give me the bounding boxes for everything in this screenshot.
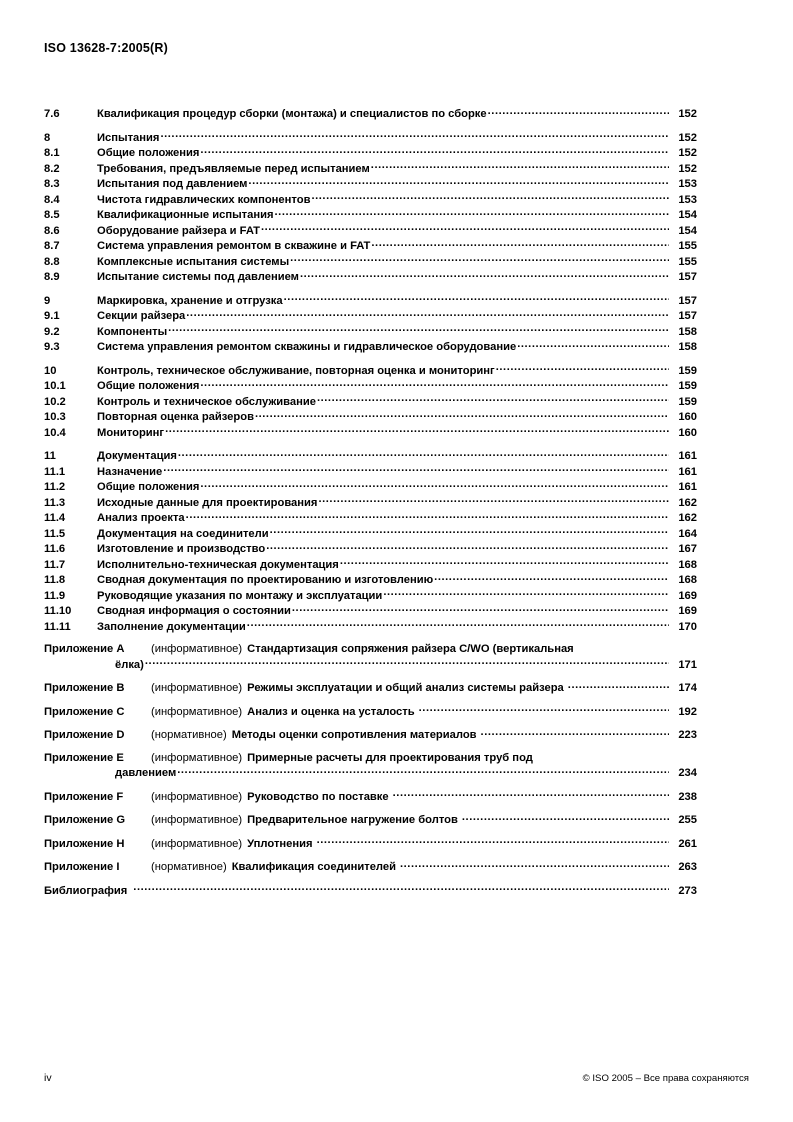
footer-copyright: © ISO 2005 – Все права сохраняются (582, 1073, 749, 1084)
toc-entry-title: Анализ проекта (97, 512, 185, 524)
toc-annex-entry[interactable] (44, 812, 697, 828)
toc-annex-page: 223 (678, 729, 697, 741)
toc-leader-dots (165, 425, 669, 436)
toc-leader-dots (186, 308, 669, 319)
toc-entry[interactable] (44, 161, 697, 177)
toc-entry-title: Назначение (97, 465, 163, 478)
toc-entry[interactable] (44, 394, 697, 410)
toc-entry[interactable] (44, 409, 697, 425)
toc-entry-title: Повторная оценка райзеров (97, 411, 254, 423)
toc-annex-entry-continuation[interactable] (44, 657, 697, 673)
toc-entry-title: Комплексные испытания системы (97, 255, 290, 268)
toc-annex-title: Примерные расчеты для проектирования труб под (247, 751, 533, 764)
toc-entry-page: 152 (678, 162, 697, 175)
toc-entry-title: Общие положения (97, 147, 200, 159)
toc-entry[interactable] (44, 588, 697, 604)
toc-leader-dots (261, 223, 669, 234)
toc-annex-kind: (нормативное) (151, 729, 227, 741)
toc-entry-title: Испытания под давлением (97, 178, 248, 190)
toc-entry-number: 8.3 (44, 178, 60, 190)
toc-annex-page: 263 (678, 861, 697, 873)
toc-annex-kind: (нормативное) (151, 861, 227, 873)
toc-entry-title: Чистота гидравлических компонентов (97, 193, 311, 206)
toc-entry-page: 169 (678, 589, 697, 602)
toc-annex-title: Режимы эксплуатации и общий анализ системы райзера (247, 682, 564, 694)
toc-entry[interactable] (44, 130, 697, 146)
toc-entry[interactable] (44, 192, 697, 208)
toc-entry[interactable] (44, 223, 697, 239)
toc-leader-dots (275, 207, 669, 218)
toc-annex-page: 238 (678, 790, 697, 803)
toc-entry[interactable] (44, 541, 697, 557)
toc-entry[interactable] (44, 106, 697, 122)
toc-annex-entry[interactable] (44, 859, 697, 875)
toc-entry-title: Общие положения (97, 481, 200, 493)
toc-entry-number: 11.6 (44, 543, 66, 555)
toc-entry-title: Квалификация процедур сборки (монтажа) и специалистов по сборке (97, 108, 487, 120)
toc-leader-dots (163, 464, 669, 475)
toc-entry[interactable] (44, 238, 697, 254)
toc-entry-number: 9.2 (44, 325, 60, 338)
toc-entry[interactable] (44, 339, 697, 355)
toc-entry-title: Контроль, техническое обслуживание, повторная оценка и мониторинг (97, 364, 495, 377)
toc-entry-title: Требования, предъявляемые перед испытанием (97, 162, 370, 175)
toc-entry-title: Испытание системы под давлением (97, 271, 299, 283)
toc-leader-dots (488, 106, 669, 117)
toc-annex-entry-continuation[interactable] (44, 765, 697, 781)
toc-leader-dots (371, 161, 669, 172)
toc-entry[interactable] (44, 479, 697, 495)
toc-entry-number: 8.5 (44, 209, 60, 221)
toc-entry-number: 11.8 (44, 574, 66, 586)
toc-annex-page: 174 (678, 682, 697, 694)
toc-entry-number: 10.3 (44, 411, 66, 423)
toc-entry[interactable] (44, 378, 697, 394)
toc-entry[interactable] (44, 269, 697, 285)
toc-annex-name: Приложение E (44, 751, 124, 764)
toc-leader-dots (317, 394, 669, 405)
toc-entry-title: Сводная информация о состоянии (97, 605, 291, 617)
toc-leader-dots (400, 859, 669, 870)
toc-annex-title: Предварительное нагружение болтов (247, 814, 458, 826)
toc-entry[interactable] (44, 464, 697, 480)
toc-leader-dots (177, 765, 669, 776)
toc-entry-page: 159 (678, 364, 697, 377)
toc-annex-title: Руководство по поставке (247, 790, 389, 803)
toc-entry-number: 11.3 (44, 496, 66, 509)
toc-entry-page: 161 (678, 465, 697, 478)
toc-entry-number: 11.9 (44, 589, 66, 602)
toc-entry-number: 8.4 (44, 193, 60, 206)
toc-leader-dots (133, 883, 669, 894)
toc-annex-page: 171 (678, 658, 697, 671)
toc-entry-page: 168 (678, 558, 697, 571)
toc-leader-dots (200, 378, 669, 389)
toc-entry-number: 9.1 (44, 310, 60, 322)
toc-annex-kind: (информативное) (151, 705, 243, 718)
page-footer (44, 1072, 749, 1084)
toc-leader-dots (393, 789, 669, 800)
toc-leader-dots (145, 657, 669, 668)
toc-clause-list (44, 106, 697, 634)
toc-entry[interactable] (44, 510, 697, 526)
toc-entry-title: Система управления ремонтом скважины и гидравлическое оборудование (97, 341, 517, 353)
toc-entry-title: Оборудование райзера и FAT (97, 224, 260, 237)
toc-leader-dots (266, 541, 669, 552)
toc-leader-dots (311, 192, 669, 203)
toc-leader-dots (248, 176, 669, 187)
toc-entry[interactable] (44, 293, 697, 309)
toc-bibliography-page: 273 (678, 884, 697, 897)
toc-entry-title: Руководящие указания по монтажу и эксплуатации (97, 589, 383, 602)
toc-bibliography-entry[interactable] (44, 883, 697, 899)
toc-annex-entry[interactable] (44, 751, 697, 766)
toc-entry-title: Сводная документация по проектированию и изготовлению (97, 574, 434, 586)
toc-entry-number: 11.7 (44, 558, 66, 571)
toc-annex-kind: (информативное) (151, 682, 243, 694)
toc-entry-page: 157 (678, 294, 697, 307)
toc-entry-number: 8.6 (44, 224, 60, 237)
toc-entry-title: Заполнение документации (97, 620, 246, 633)
toc-leader-dots (255, 409, 669, 420)
toc-entry-page: 158 (678, 325, 697, 338)
toc-entry-number: 10.2 (44, 395, 66, 408)
toc-leader-dots (317, 836, 669, 847)
toc-leader-dots (300, 269, 669, 280)
toc-entry-number: 8.7 (44, 240, 60, 252)
toc-leader-dots (284, 293, 669, 304)
toc-entry-number: 11.4 (44, 512, 66, 524)
table-of-contents (44, 106, 697, 898)
toc-entry-page: 153 (678, 193, 697, 206)
toc-entry-number: 9.3 (44, 341, 60, 353)
toc-leader-dots (496, 363, 669, 374)
toc-entry-number: 9 (44, 294, 51, 307)
toc-entry-page: 158 (678, 341, 697, 353)
document-standard-id: ISO 13628-7:2005(R) (44, 41, 169, 55)
toc-annex-entry[interactable] (44, 836, 697, 852)
toc-entry-title: Документация (97, 450, 177, 462)
toc-entry-title: Компоненты (97, 325, 168, 338)
toc-entry-number: 8.1 (44, 147, 60, 159)
toc-leader-dots (168, 324, 669, 335)
toc-annex-page: 261 (678, 837, 697, 850)
toc-entry-page: 154 (678, 209, 697, 221)
toc-entry-number: 11 (44, 450, 56, 462)
toc-entry-number: 7.6 (44, 108, 60, 120)
toc-leader-dots (186, 510, 669, 521)
toc-entry-number: 8 (44, 131, 51, 144)
toc-annex-entry[interactable] (44, 789, 697, 805)
toc-annex-title: Квалификация соединителей (231, 861, 396, 873)
toc-entry[interactable] (44, 572, 697, 588)
toc-leader-dots (419, 704, 669, 715)
toc-entry[interactable] (44, 254, 697, 270)
toc-annex-name: Приложение F (44, 790, 124, 803)
toc-annex-title: Методы оценки сопротивления материалов (231, 729, 477, 741)
toc-entry[interactable] (44, 603, 697, 619)
toc-annex-list (44, 642, 697, 875)
toc-entry-page: 170 (678, 620, 697, 633)
toc-annex-page: 255 (678, 814, 697, 826)
toc-entry-page: 162 (678, 512, 697, 524)
toc-entry-title: Маркировка, хранение и отгрузка (97, 294, 283, 307)
toc-leader-dots (292, 603, 669, 614)
toc-entry[interactable] (44, 145, 697, 161)
toc-leader-dots (568, 680, 669, 691)
toc-entry-number: 10.4 (44, 426, 66, 439)
toc-entry-page: 159 (678, 380, 697, 392)
toc-annex-title: Уплотнения (247, 837, 313, 850)
toc-entry-page: 160 (678, 426, 697, 439)
toc-entry-page: 157 (678, 310, 697, 322)
toc-bibliography-label: Библиография (44, 884, 128, 897)
toc-annex-entry[interactable] (44, 727, 697, 743)
toc-entry-number: 10.1 (44, 380, 66, 392)
toc-entry-number: 8.8 (44, 255, 60, 268)
toc-leader-dots (247, 619, 669, 630)
toc-annex-entry[interactable] (44, 704, 697, 720)
toc-annex-kind: (информативное) (151, 643, 243, 655)
toc-entry-number: 10 (44, 364, 57, 377)
toc-entry-page: 154 (678, 224, 697, 237)
toc-annex-page: 234 (678, 767, 697, 779)
toc-annex-entry[interactable] (44, 680, 697, 696)
toc-annex-name: Приложение I (44, 861, 120, 873)
toc-entry-page: 155 (678, 240, 697, 252)
toc-entry-title: Секции райзера (97, 310, 186, 322)
toc-entry[interactable] (44, 619, 697, 635)
toc-annex-name: Приложение B (44, 682, 125, 694)
toc-entry-page: 164 (678, 527, 697, 540)
toc-annex-title: Анализ и оценка на усталость (247, 705, 415, 718)
toc-entry-title: Мониторинг (97, 426, 165, 439)
toc-entry[interactable] (44, 363, 697, 379)
toc-entry-title: Общие положения (97, 380, 200, 392)
toc-entry-title: Квалификационные испытания (97, 209, 274, 221)
toc-entry[interactable] (44, 207, 697, 223)
toc-entry-title: Контроль и техническое обслуживание (97, 395, 316, 408)
toc-entry-page: 152 (678, 131, 697, 144)
toc-entry-page: 161 (678, 481, 697, 493)
toc-leader-dots (178, 448, 669, 459)
toc-entry-title: Исходные данные для проектирования (97, 496, 318, 509)
toc-annex-kind: (информативное) (151, 751, 243, 764)
toc-entry[interactable] (44, 526, 697, 542)
toc-entry[interactable] (44, 557, 697, 573)
toc-entry-title: Система управления ремонтом в скважине и FAT (97, 240, 371, 252)
toc-leader-dots (160, 130, 669, 141)
toc-leader-dots (462, 812, 669, 823)
footer-page-number: iv (44, 1072, 52, 1084)
toc-leader-dots (517, 339, 669, 350)
toc-entry-page: 152 (678, 147, 697, 159)
toc-entry[interactable] (44, 425, 697, 441)
toc-entry-page: 153 (678, 178, 697, 190)
toc-annex-kind: (информативное) (151, 814, 243, 826)
toc-entry-title: Изготовление и производство (97, 543, 266, 555)
toc-annex-name: Приложение C (44, 705, 125, 718)
toc-entry[interactable] (44, 448, 697, 464)
toc-entry-number: 8.2 (44, 162, 60, 175)
toc-entry-title: Испытания (97, 131, 160, 144)
toc-entry[interactable] (44, 308, 697, 324)
toc-annex-title-continued: ёлка) (115, 658, 144, 671)
toc-entry[interactable] (44, 324, 697, 340)
toc-bibliography (44, 883, 697, 899)
toc-entry[interactable] (44, 495, 697, 511)
toc-leader-dots (340, 557, 669, 568)
toc-leader-dots (270, 526, 669, 537)
toc-entry-number: 8.9 (44, 271, 60, 283)
toc-leader-dots (383, 588, 669, 599)
toc-entry-page: 168 (678, 574, 697, 586)
toc-leader-dots (371, 238, 669, 249)
toc-entry[interactable] (44, 176, 697, 192)
toc-entry-number: 11.5 (44, 527, 66, 540)
toc-leader-dots (318, 495, 669, 506)
toc-annex-kind: (информативное) (151, 790, 243, 803)
toc-entry-page: 160 (678, 411, 697, 423)
toc-entry-page: 161 (678, 450, 697, 462)
toc-entry-number: 11.2 (44, 481, 66, 493)
toc-leader-dots (434, 572, 669, 583)
toc-entry-page: 162 (678, 496, 697, 509)
toc-entry-page: 159 (678, 395, 697, 408)
toc-leader-dots (481, 727, 669, 738)
toc-annex-entry[interactable] (44, 642, 697, 657)
toc-leader-dots (200, 145, 669, 156)
toc-annex-name: Приложение G (44, 814, 126, 826)
toc-annex-name: Приложение H (44, 837, 125, 850)
toc-annex-title-continued: давлением (115, 767, 177, 779)
toc-entry-page: 152 (678, 108, 697, 120)
toc-entry-number: 11.11 (44, 620, 71, 633)
toc-leader-dots (200, 479, 669, 490)
toc-entry-page: 157 (678, 271, 697, 283)
toc-annex-name: Приложение D (44, 729, 125, 741)
toc-entry-page: 155 (678, 255, 697, 268)
toc-entry-number: 11.10 (44, 605, 72, 617)
toc-leader-dots (290, 254, 669, 265)
toc-entry-title: Исполнительно-техническая документация (97, 558, 339, 571)
toc-entry-number: 11.1 (44, 465, 66, 478)
toc-annex-title: Стандартизация сопряжения райзера C/WO (вертикальная (247, 643, 574, 655)
toc-entry-page: 169 (678, 605, 697, 617)
toc-entry-title: Документация на соединители (97, 527, 269, 540)
toc-annex-page: 192 (678, 705, 697, 718)
toc-annex-kind: (информативное) (151, 837, 243, 850)
toc-annex-name: Приложение A (44, 643, 125, 655)
toc-entry-page: 167 (678, 543, 697, 555)
